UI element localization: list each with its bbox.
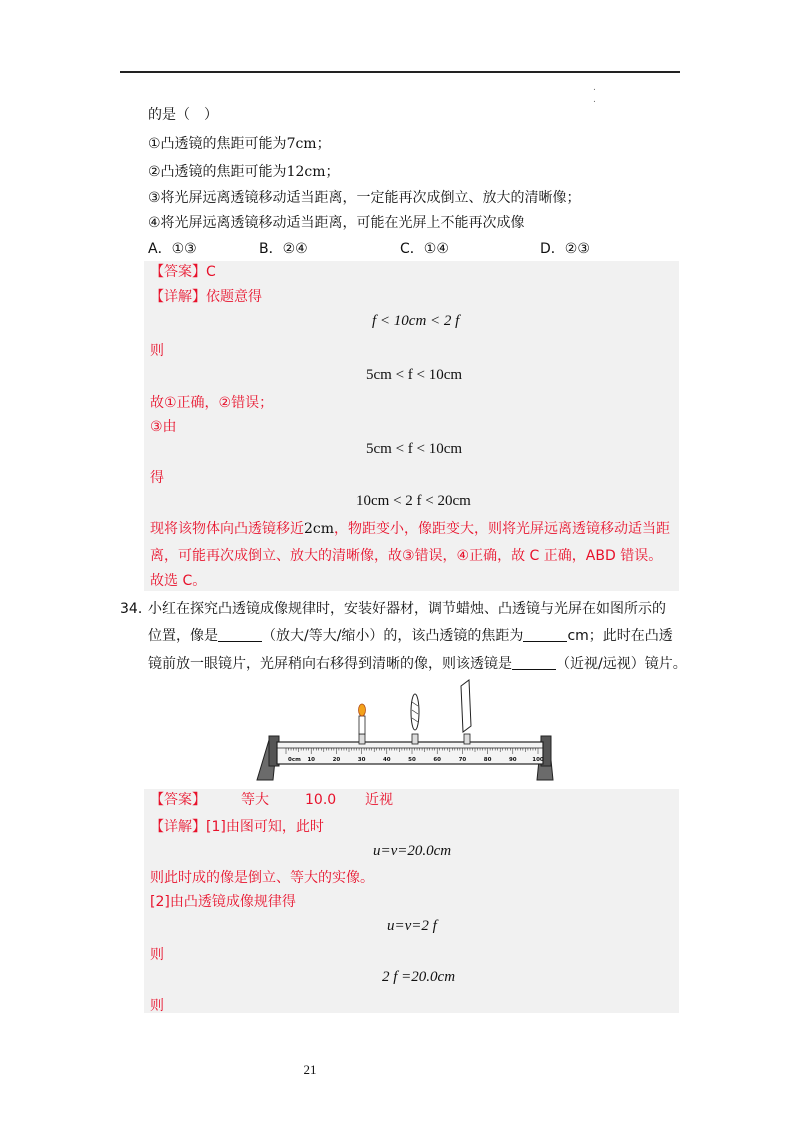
q34-stem-line-1: 小红在探究凸透镜成像规律时，安装好器材，调节蜡烛、凸透镜与光屏在如图所示的	[148, 601, 666, 617]
ruler-label: 70	[458, 757, 467, 763]
q33-answer-value: C	[206, 264, 216, 280]
q34-formula-1: u=v=20.0cm	[373, 843, 452, 859]
q33-explanation-line-1	[150, 519, 670, 539]
q34-detail-tag: 【详解】	[150, 819, 206, 835]
q34-blank-1[interactable]	[218, 627, 262, 642]
ruler-label: 100	[532, 757, 544, 763]
ruler-label: 50	[408, 757, 416, 763]
candle-body	[359, 716, 365, 734]
q34-stem-line-3	[148, 654, 687, 674]
ruler-label: 40	[382, 757, 391, 763]
q33-s2-value: 12cm	[286, 164, 326, 180]
q33-statement-3: ③将光屏远离透镜移动适当距离，一定能再次成倒立、放大的清晰像；	[148, 190, 581, 206]
q33-s2-post: ；	[325, 164, 340, 180]
optical-bench-figure	[255, 676, 555, 786]
screen-holder	[464, 734, 470, 744]
ruler-label: 90	[508, 757, 517, 763]
q33-final-answer: 故选 C。	[150, 573, 207, 589]
q33-statement-4: ④将光屏远离透镜移动适当距离，可能在光屏上不能再次成像	[148, 215, 525, 231]
convex-lens	[411, 694, 419, 744]
q34-detail-line	[150, 817, 324, 837]
q33-detail-text: 依题意得	[206, 289, 262, 305]
q34-line2-c: cm；此时在凸透	[567, 628, 673, 644]
q33-answer-tag: 【答案】	[150, 264, 206, 280]
q34-then: 则	[150, 947, 164, 963]
q34-result-1: 则此时成的像是倒立、等大的实像。	[150, 870, 374, 886]
q34-formula-3: 2 f =20.0cm	[382, 969, 456, 985]
header-dots: . .	[593, 83, 596, 105]
q33-item-3: ③由	[150, 419, 177, 435]
q34-answer-3: 近视	[365, 792, 393, 808]
q33-detail-line	[150, 287, 262, 307]
screen-panel	[461, 680, 471, 732]
q34-line3-a: 镜前放一眼镜片，光屏稍向右移得到清晰的像，则该透镜是	[148, 656, 512, 672]
q33-answer-line	[150, 262, 216, 282]
q34-formula-2: u=v=2 f	[387, 918, 437, 934]
q34-detail-1: [1]由图可知，此时	[206, 819, 324, 835]
lens-holder	[412, 734, 418, 744]
q33-stem-tail: 的是（ ）	[148, 107, 218, 123]
ruler-label: 30	[357, 757, 366, 763]
q34-then-2: 则	[150, 998, 164, 1014]
q33-formula-2: 5cm < f < 10cm	[366, 367, 463, 383]
q34-answer-1: 等大	[241, 792, 269, 808]
q34-blank-2[interactable]	[523, 627, 567, 642]
q33-formula-3: 5cm < f < 10cm	[366, 441, 463, 457]
q34-line2-a: 位置，像是	[148, 628, 218, 644]
q34-answer-tag: 【答案】	[150, 792, 206, 808]
q33-explanation-line-2: 离，可能再次成倒立、放大的清晰像，故③错误，④正确，故 C 正确，ABD 错误。	[150, 548, 663, 564]
q33-s1-text: ①凸透镜的焦距可能为	[148, 136, 287, 152]
q33-conclusion-1: 故①正确，②错误；	[150, 395, 274, 411]
ruler-label: 20	[332, 757, 341, 763]
q33-s2-text: ②凸透镜的焦距可能为	[148, 164, 287, 180]
ruler-label: 60	[433, 757, 442, 763]
light-screen	[461, 680, 471, 744]
q34-line2-b: （放大/等大/缩小）的，该凸透镜的焦距为	[262, 628, 524, 644]
q33-para-value: 2cm	[304, 521, 335, 537]
q33-statement-1	[148, 134, 331, 154]
q33-detail-tag: 【详解】	[150, 289, 206, 305]
q33-then-1: 则	[150, 343, 164, 359]
ruler-label: 80	[483, 757, 492, 763]
q34-answer-2: 10.0	[305, 792, 337, 808]
q33-para-a: 现将该物体向凸透镜移近	[150, 521, 304, 537]
q33-option-b: B．②④	[259, 241, 308, 257]
q33-get: 得	[150, 470, 164, 486]
q33-option-c: C．①④	[400, 241, 449, 257]
q33-option-d: D．②③	[540, 241, 590, 257]
candle-flame	[359, 704, 366, 716]
q34-line3-b: （近视/远视）镜片。	[556, 656, 687, 672]
q33-formula-1: f < 10cm < 2 f	[372, 313, 460, 329]
ruler-label: 10	[307, 757, 316, 763]
q33-s1-post: ；	[316, 136, 331, 152]
q34-answer-line	[150, 790, 206, 810]
q34-stem-line-2	[148, 626, 673, 646]
q33-formula-4: 10cm < 2 f < 20cm	[356, 493, 471, 509]
q33-para-b: ，物距变小，像距变大，则将光屏远离透镜移动适当距	[334, 521, 671, 537]
q33-option-a: A．①③	[148, 241, 197, 257]
q33-answer-box	[144, 261, 679, 591]
q33-statement-2	[148, 162, 340, 182]
q34-blank-3[interactable]	[512, 655, 556, 670]
candle	[359, 704, 366, 744]
q34-detail-2: [2]由凸透镜成像规律得	[150, 894, 296, 910]
ruler-label: 0cm	[288, 757, 301, 763]
candle-holder	[359, 734, 365, 744]
q33-s1-value: 7cm	[286, 136, 317, 152]
q34-number: 34．	[120, 601, 152, 617]
page-number: 21	[303, 1062, 317, 1077]
header-rule	[120, 71, 680, 73]
